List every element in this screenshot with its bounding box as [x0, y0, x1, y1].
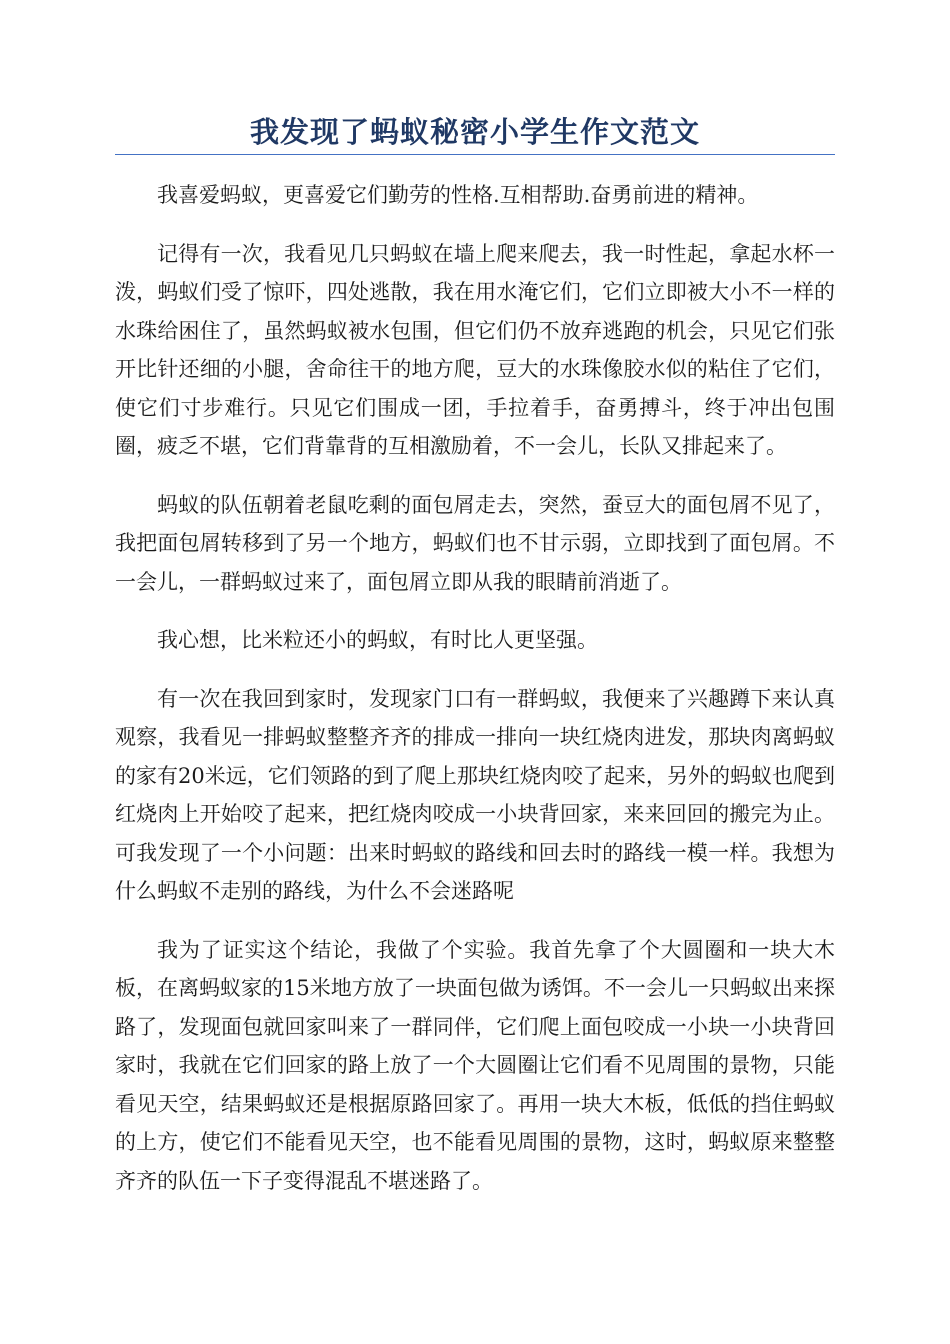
paragraph-5: 有一次在我回到家时，发现家门口有一群蚂蚁，我便来了兴趣蹲下来认真观察，我看见一排蚂蚁整整齐齐的排成一排向一块红烧肉进发，那块肉离蚂蚁的家有20米远，它们领路的到了爬上那块红烧肉咬了起来，另外的蚂蚁也爬到红烧肉上开始咬了起来，把红烧肉咬成一小块背回家，来来回回的搬完为止。可我发现了一个小问题：出来时蚂蚁的路线和回去时的路线一模一样。我想为什么蚂蚁不走别的路线，为什么不会迷路呢 [115, 686, 835, 903]
document-title: 我发现了蚂蚁秘密小学生作文范文 [249, 115, 700, 149]
paragraph-3: 蚂蚁的队伍朝着老鼠吃剩的面包屑走去，突然，蚕豆大的面包屑不见了，我把面包屑转移到了另一个地方，蚂蚁们也不甘示弱，立即找到了面包屑。不一会儿，一群蚂蚁过来了，面包屑立即从我的眼睛前消逝了。 [115, 492, 835, 594]
title-underline [115, 154, 835, 155]
paragraph-2: 记得有一次，我看见几只蚂蚁在墙上爬来爬去，我一时性起，拿起水杯一泼，蚂蚁们受了惊吓，四处逃散，我在用水淹它们，它们立即被大小不一样的水珠给困住了，虽然蚂蚁被水包围，但它们仍不放弃逃跑的机会，只见它们张开比针还细的小腿，舍命往干的地方爬，豆大的水珠像胶水似的粘住了它们，使它们寸步难行。只见它们围成一团，手拉着手，奋勇搏斗，终于冲出包围圈，疲乏不堪，它们背靠背的互相激励着，不一会儿，长队又排起来了。 [115, 241, 835, 458]
paragraph-4: 我心想，比米粒还小的蚂蚁，有时比人更坚强。 [157, 628, 598, 652]
paragraph-1: 我喜爱蚂蚁，更喜爱它们勤劳的性格.互相帮助.奋勇前进的精神。 [157, 183, 759, 207]
paragraph-6: 我为了证实这个结论，我做了个实验。我首先拿了个大圆圈和一块大木板，在离蚂蚁家的15米地方放了一块面包做为诱饵。不一会儿一只蚂蚁出来探路了，发现面包就回家叫来了一群同伴，它们爬上面包咬成一小块一小块背回家时，我就在它们回家的路上放了一个大圆圈让它们看不见周围的景物，只能看见天空，结果蚂蚁还是根据原路回家了。再用一块大木板，低低的挡住蚂蚁的上方，使它们不能看见天空，也不能看见周围的景物，这时，蚂蚁原来整整齐齐的队伍一下子变得混乱不堪迷路了。 [115, 937, 835, 1193]
document-body [115, 176, 835, 1220]
